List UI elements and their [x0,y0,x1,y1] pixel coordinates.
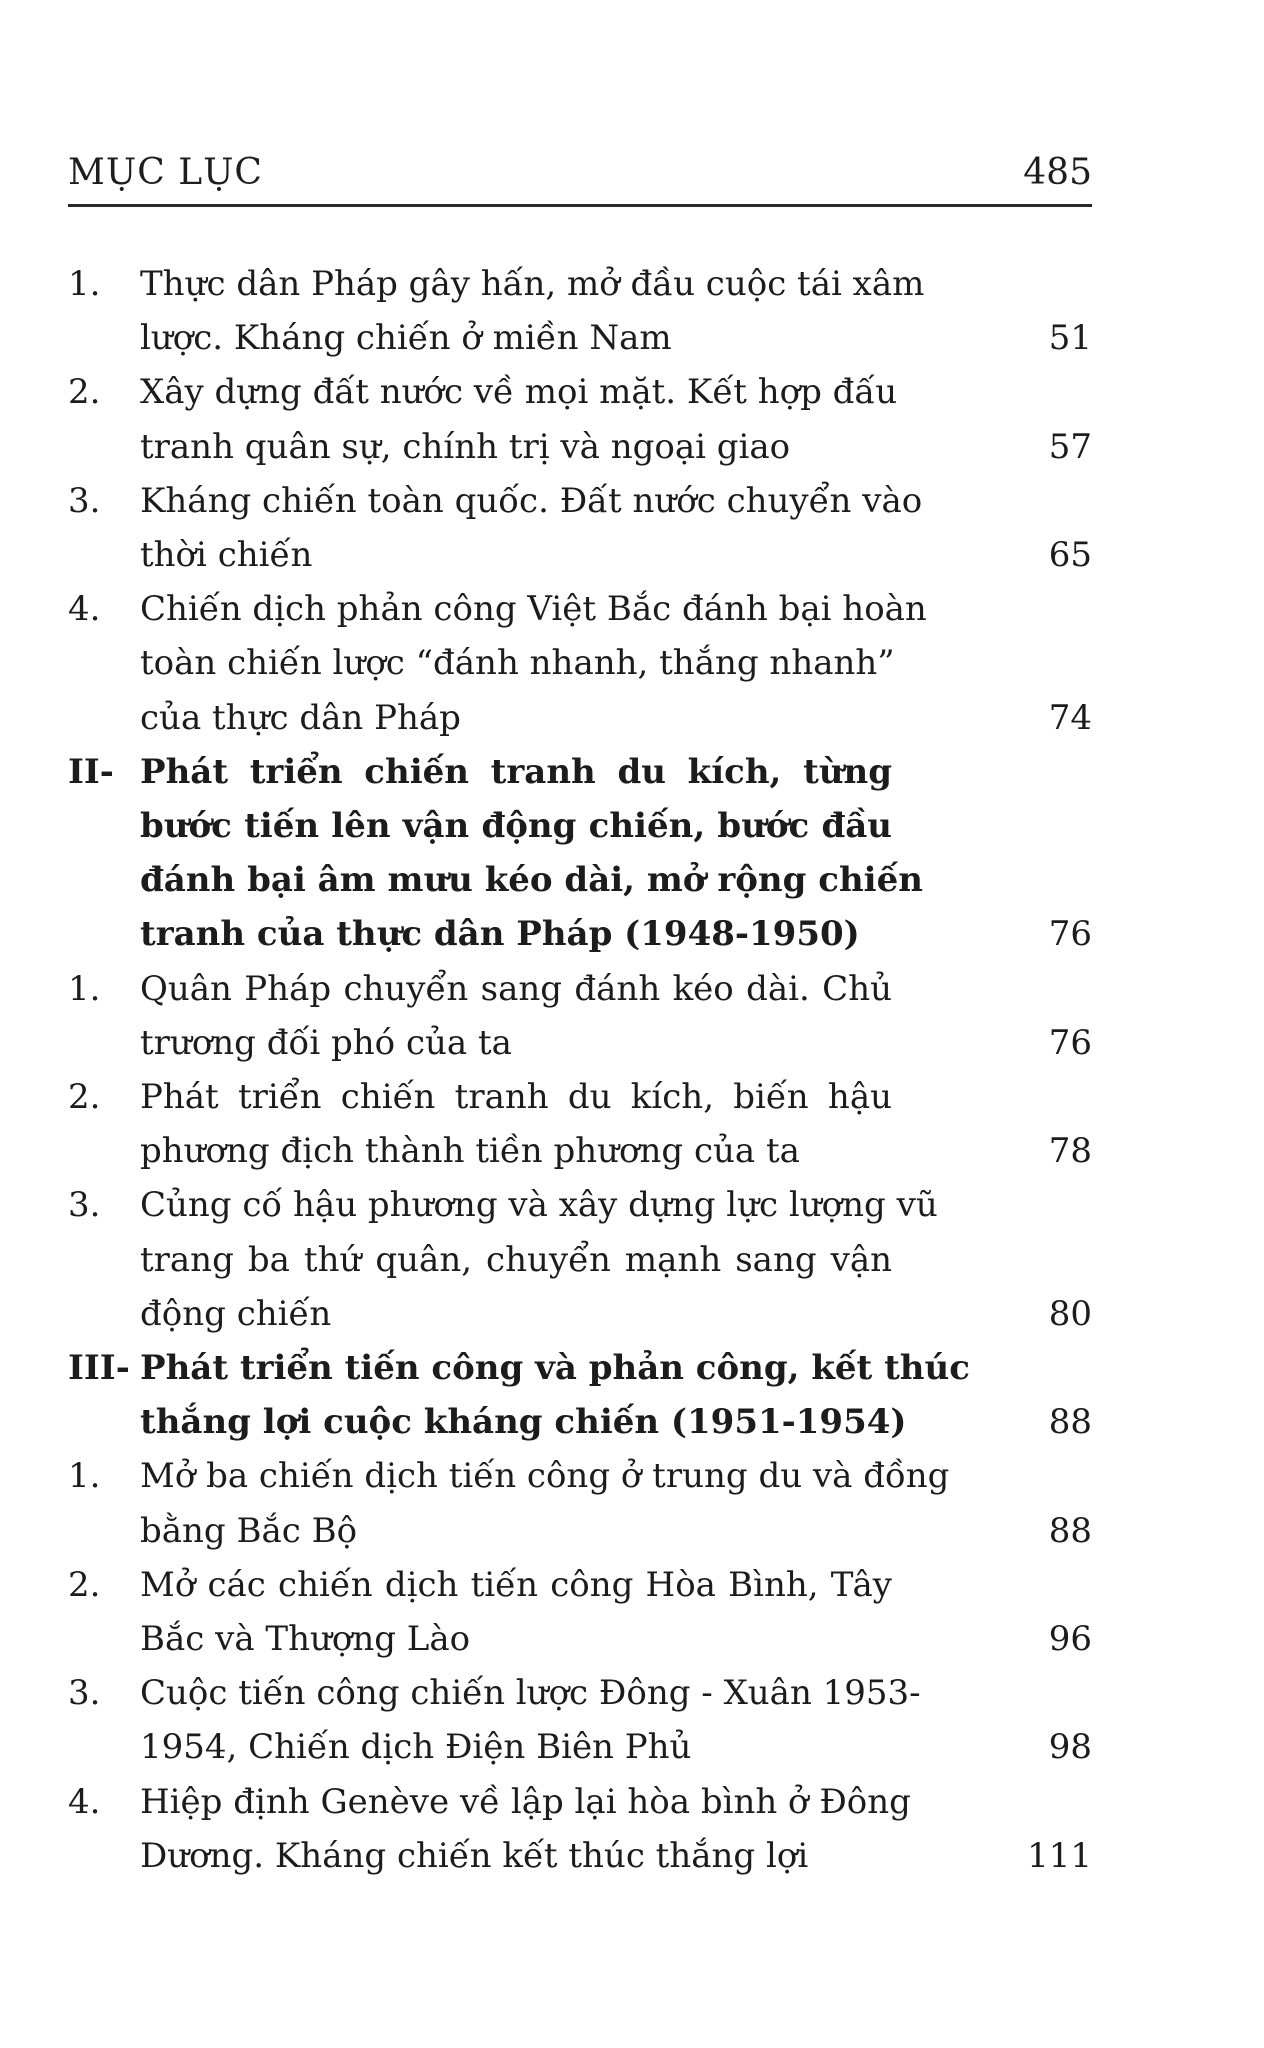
toc-entry-title-line: Phát triển tiến công và phản công, kết thúc [140,1348,970,1388]
toc-entry-number: 1. [68,264,101,304]
toc-entry-title-line: Củng cố hậu phương và xây dựng lực lượng vũ [140,1185,938,1225]
toc-entry-number: 3. [68,1185,101,1225]
toc-entry-number: 4. [68,1782,101,1822]
toc-entry-number: 3. [68,1673,101,1713]
page-header [68,148,1092,207]
toc-entry-title-line: Xây dựng đất nước về mọi mặt. Kết hợp đấu [140,372,898,412]
toc-entry-title-line: Bắc và Thượng Lào [140,1619,471,1659]
toc-entry-title-line: Mở ba chiến dịch tiến công ở trung du và đồng [140,1456,950,1496]
toc-entry-title-line: Phát triển chiến tranh du kích, biến hậu [140,1077,892,1117]
toc-entry-title-line: Mở các chiến dịch tiến công Hòa Bình, Tây [140,1565,892,1605]
toc-entry-title-line: phương địch thành tiền phương của ta [140,1131,800,1171]
toc-entry-title-line: thời chiến [140,535,313,575]
toc-entry-page: 74 [1048,698,1092,738]
toc-entry-number: 2. [68,1077,101,1117]
toc-entry-title-line: Cuộc tiến công chiến lược Đông - Xuân 1953- [140,1673,921,1713]
toc-entry-title-line: Thực dân Pháp gây hấn, mở đầu cuộc tái xâm [140,264,925,304]
toc-entry-title-line: tranh quân sự, chính trị và ngoại giao [140,427,791,467]
toc-entry-page: 57 [1048,427,1092,467]
toc-entry-page: 78 [1048,1131,1092,1171]
toc-entry-title-line: tranh của thực dân Pháp (1948-1950) [140,914,860,954]
toc-entry-number: 3. [68,481,101,521]
toc-entry-title-line: bước tiến lên vận động chiến, bước đầu [140,806,892,846]
toc-entry-number: 1. [68,1456,101,1496]
toc-entry-title-line: bằng Bắc Bộ [140,1511,358,1551]
toc-entry-number: III- [68,1348,130,1388]
toc-entry-page: 76 [1048,914,1092,954]
toc-entry-number: 4. [68,589,101,629]
toc-entry-title-line: thắng lợi cuộc kháng chiến (1951-1954) [140,1402,907,1442]
toc-entry-page: 111 [1027,1836,1092,1876]
toc-entry-title-line: Hiệp định Genève về lập lại hòa bình ở Đông [140,1782,911,1822]
toc-entry-title-line: Dương. Kháng chiến kết thúc thắng lợi [140,1836,809,1876]
toc-entry-title-line: Quân Pháp chuyển sang đánh kéo dài. Chủ [140,969,892,1009]
toc-entry-title-line: trang ba thứ quân, chuyển mạnh sang vận [140,1240,892,1280]
toc-entry-title-line: Phát triển chiến tranh du kích, từng [140,752,892,792]
header-title: MỤC LỤC [68,152,263,193]
toc-entry-title-line: 1954, Chiến dịch Điện Biên Phủ [140,1727,692,1767]
toc-entry-page: 76 [1048,1023,1092,1063]
toc-entry-number: 1. [68,969,101,1009]
toc-entry-number: II- [68,752,114,792]
toc-entry-number: 2. [68,372,101,412]
toc-entry-title-line: toàn chiến lược “đánh nhanh, thắng nhanh” [140,643,895,683]
toc-entry-title-line: lược. Kháng chiến ở miền Nam [140,318,672,358]
toc-entry-page: 88 [1048,1402,1092,1442]
toc-entry-title-line: trương đối phó của ta [140,1023,512,1063]
toc-entry-title-line: của thực dân Pháp [140,698,461,738]
toc-entry-page: 51 [1048,318,1092,358]
toc-entry-page: 88 [1048,1511,1092,1551]
toc-entry-page: 80 [1048,1294,1092,1334]
toc-entry-page: 98 [1048,1727,1092,1767]
toc-entry-title-line: đánh bại âm mưu kéo dài, mở rộng chiến [140,860,923,900]
header-page-number: 485 [1023,152,1092,193]
toc-entry-page: 65 [1048,535,1092,575]
toc-entry-page: 96 [1048,1619,1092,1659]
toc-entry-title-line: Kháng chiến toàn quốc. Đất nước chuyển vào [140,481,923,521]
toc-entry-number: 2. [68,1565,101,1605]
toc-entry-title-line: động chiến [140,1294,332,1334]
toc-entry-title-line: Chiến dịch phản công Việt Bắc đánh bại hoàn [140,589,927,629]
